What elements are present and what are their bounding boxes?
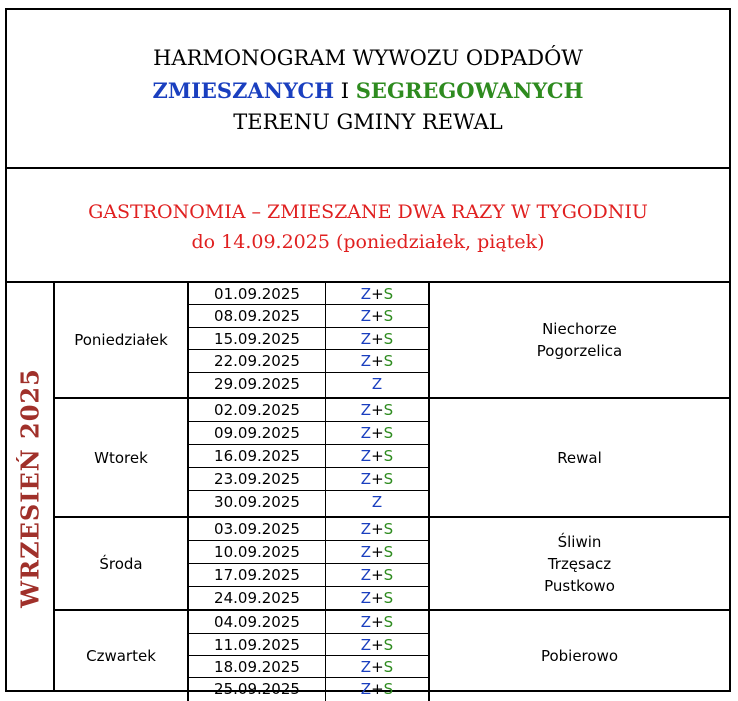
day-group <box>55 518 729 611</box>
day-name: Środa <box>55 518 189 609</box>
locality-name: Niechorze <box>542 320 617 338</box>
schedule-row <box>189 541 428 564</box>
segregated-code: S <box>383 307 394 325</box>
waste-code <box>326 564 428 587</box>
waste-code <box>326 350 428 373</box>
locality-name: Trzęsacz <box>547 554 612 573</box>
segregated-code: S <box>383 285 394 303</box>
mixed-code: Z <box>360 589 372 607</box>
subtitle-line-1: GASTRONOMIA – ZMIESZANE DWA RAZY W TYGODNIU <box>88 201 648 223</box>
mixed-code: Z <box>360 307 372 325</box>
schedule-row <box>189 283 428 305</box>
collection-date: 18.09.2025 <box>189 656 326 678</box>
segregated-code: S <box>383 447 394 465</box>
mixed-code: Z <box>360 401 372 419</box>
locality-name: Pogorzelica <box>536 342 623 360</box>
title-line-3: TERENU GMINY REWAL <box>233 110 503 134</box>
locality-name: Pobierowo <box>540 647 619 665</box>
waste-code <box>326 541 428 564</box>
schedule-row <box>189 422 428 445</box>
title-conjunction: I <box>334 79 356 103</box>
day-name: Wtorek <box>55 399 189 516</box>
code-plus: + <box>371 520 384 538</box>
code-plus: + <box>371 636 384 654</box>
waste-code <box>326 305 428 328</box>
code-plus: + <box>371 424 384 442</box>
schedule-row <box>189 678 428 701</box>
code-plus: + <box>371 285 384 303</box>
collection-date: 24.09.2025 <box>189 587 326 609</box>
code-plus: + <box>371 566 384 584</box>
collection-date: 09.09.2025 <box>189 422 326 445</box>
collection-date: 10.09.2025 <box>189 541 326 564</box>
segregated-code: S <box>383 680 394 698</box>
waste-code <box>326 634 428 656</box>
waste-code <box>326 373 428 397</box>
segregated-code: S <box>383 352 394 370</box>
waste-code <box>326 445 428 468</box>
locality-cell <box>428 399 729 516</box>
subtitle-block <box>7 169 729 283</box>
waste-code <box>326 399 428 422</box>
collection-date: 30.09.2025 <box>189 491 326 516</box>
waste-code <box>326 283 428 305</box>
schedule-row <box>189 564 428 587</box>
segregated-code: S <box>383 636 394 654</box>
mixed-code: Z <box>360 680 372 698</box>
segregated-code: S <box>383 330 394 348</box>
collection-date: 11.09.2025 <box>189 634 326 656</box>
collection-date: 23.09.2025 <box>189 468 326 491</box>
code-plus: + <box>371 352 384 370</box>
segregated-code: S <box>383 520 394 538</box>
waste-code <box>326 678 428 701</box>
mixed-code: Z <box>360 424 372 442</box>
collection-date: 17.09.2025 <box>189 564 326 587</box>
day-group <box>55 399 729 518</box>
segregated-code: S <box>383 543 394 561</box>
code-plus: + <box>371 680 384 698</box>
day-group <box>55 283 729 399</box>
mixed-code: Z <box>360 566 372 584</box>
mixed-waste-label: ZMIESZANYCH <box>152 78 335 103</box>
code-plus: + <box>371 401 384 419</box>
collection-date: 02.09.2025 <box>189 399 326 422</box>
code-plus: + <box>371 470 384 488</box>
locality-name: Śliwin <box>557 532 602 551</box>
code-plus: + <box>371 613 384 631</box>
schedule-table <box>7 283 729 698</box>
collection-date: 08.09.2025 <box>189 305 326 328</box>
day-name: Czwartek <box>55 611 189 701</box>
collection-date: 03.09.2025 <box>189 518 326 541</box>
waste-code <box>326 468 428 491</box>
schedule-row <box>189 656 428 678</box>
code-plus: + <box>371 658 384 676</box>
code-plus: + <box>371 589 384 607</box>
segregated-code: S <box>383 424 394 442</box>
collection-date: 22.09.2025 <box>189 350 326 373</box>
mixed-code: Z <box>371 375 383 393</box>
waste-code <box>326 656 428 678</box>
mixed-code: Z <box>371 493 383 511</box>
schedule-row <box>189 634 428 656</box>
locality-name: Rewal <box>557 448 602 467</box>
day-name: Poniedziałek <box>55 283 189 397</box>
code-plus: + <box>371 307 384 325</box>
segregated-code: S <box>383 613 394 631</box>
mixed-code: Z <box>360 447 372 465</box>
title-line-2 <box>7 78 729 103</box>
waste-code <box>326 611 428 634</box>
schedule-row <box>189 611 428 634</box>
mixed-code: Z <box>360 352 372 370</box>
schedule-row <box>189 491 428 516</box>
schedule-row <box>189 305 428 328</box>
segregated-code: S <box>383 401 394 419</box>
collection-date: 04.09.2025 <box>189 611 326 634</box>
code-plus: + <box>371 447 384 465</box>
schedule-row <box>189 373 428 397</box>
month-label: WRZESIEŃ 2025 <box>15 367 45 608</box>
schedule-row <box>189 587 428 609</box>
day-group <box>55 611 729 701</box>
mixed-code: Z <box>360 470 372 488</box>
title-block <box>7 10 729 169</box>
title-line-1: HARMONOGRAM WYWOZU ODPADÓW <box>153 46 583 70</box>
mixed-code: Z <box>360 285 372 303</box>
mixed-code: Z <box>360 636 372 654</box>
mixed-code: Z <box>360 520 372 538</box>
segregated-code: S <box>383 658 394 676</box>
collection-date: 29.09.2025 <box>189 373 326 397</box>
schedule-row <box>189 350 428 373</box>
schedule-row <box>189 518 428 541</box>
subtitle-line-2: do 14.09.2025 (poniedziałek, piątek) <box>191 231 545 253</box>
code-plus: + <box>371 543 384 561</box>
locality-cell <box>428 611 729 701</box>
collection-date: 25.09.2025 <box>189 678 326 701</box>
mixed-code: Z <box>360 330 372 348</box>
collection-date: 01.09.2025 <box>189 283 326 305</box>
schedule-row <box>189 445 428 468</box>
segregated-code: S <box>383 566 394 584</box>
schedule-row <box>189 468 428 491</box>
waste-code <box>326 328 428 350</box>
month-column <box>7 283 55 692</box>
code-plus: + <box>371 330 384 348</box>
collection-date: 16.09.2025 <box>189 445 326 468</box>
locality-name: Pustkowo <box>544 576 615 595</box>
mixed-code: Z <box>360 658 372 676</box>
schedule-row <box>189 328 428 350</box>
segregated-code: S <box>383 470 394 488</box>
mixed-code: Z <box>360 543 372 561</box>
waste-code <box>326 518 428 541</box>
waste-code <box>326 587 428 609</box>
schedule-row <box>189 399 428 422</box>
mixed-code: Z <box>360 613 372 631</box>
collection-date: 15.09.2025 <box>189 328 326 350</box>
schedule-document <box>5 8 731 698</box>
segregated-waste-label: SEGREGOWANYCH <box>355 78 584 103</box>
waste-code <box>326 491 428 516</box>
segregated-code: S <box>383 589 394 607</box>
waste-code <box>326 422 428 445</box>
locality-cell <box>428 518 729 609</box>
locality-cell <box>428 283 729 397</box>
